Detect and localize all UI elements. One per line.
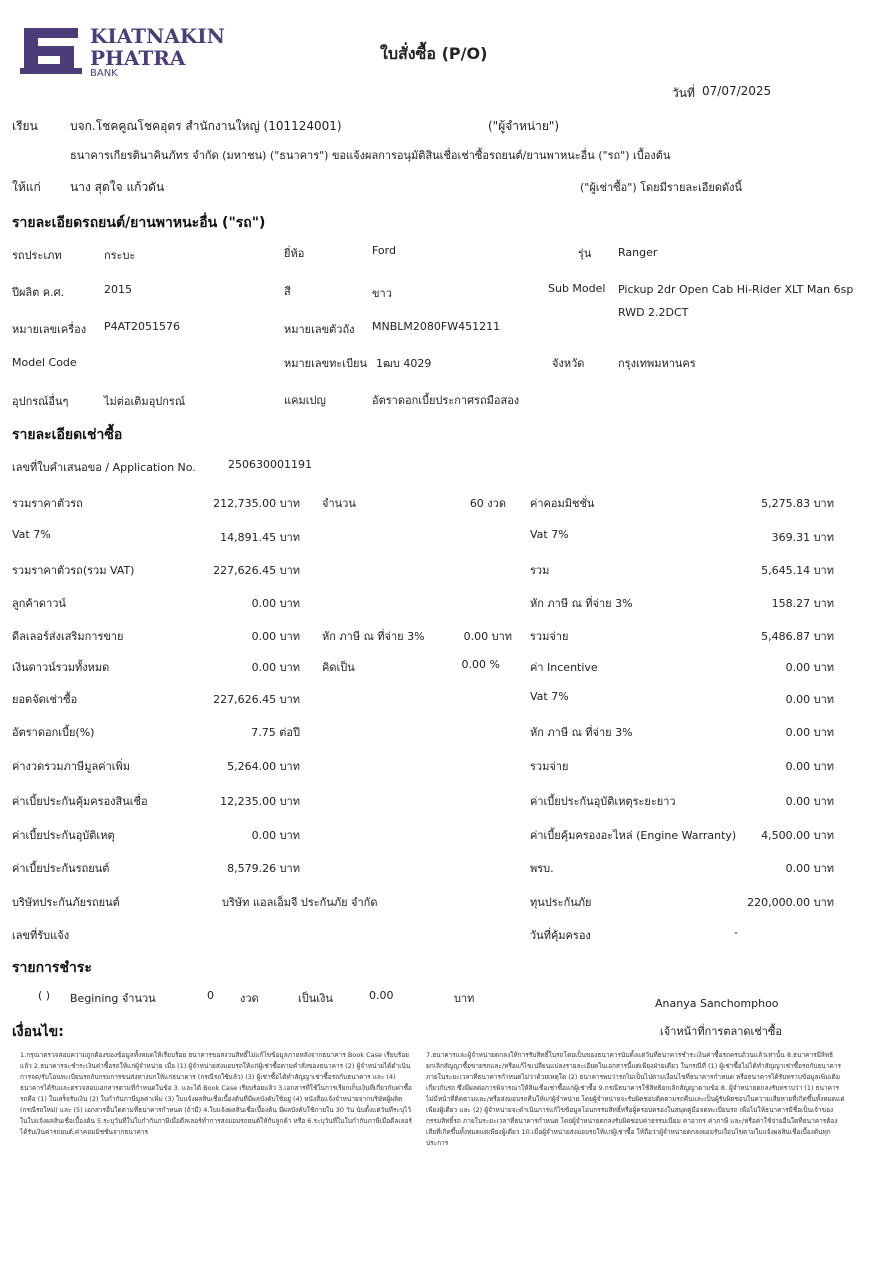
lease-left-value: 5,264.00 บาท (227, 760, 300, 773)
logo-line3: BANK (90, 68, 118, 79)
application-value: 250630001191 (228, 458, 312, 471)
bank-logo-mark (20, 24, 82, 78)
brand-value: Ford (372, 244, 396, 257)
logo-line1: KIATNAKIN (90, 24, 225, 48)
sum-insured-value: 220,000.00 บาท (747, 896, 834, 909)
begin-unit: งวด (240, 992, 259, 1005)
lease-left-label: เงินดาวน์รวมทั้งหมด (12, 661, 110, 674)
lease-left-value: 8,579.26 บาท (227, 862, 300, 875)
coverage-label: วันที่คุ้มครอง (530, 929, 591, 942)
lease-right-label: Vat 7% (530, 528, 569, 541)
lease-right-value: 5,275.83 บาท (761, 497, 834, 510)
lease-left-label: รวมราคาตัวรถ(รวม VAT) (12, 564, 135, 577)
province-label: จังหวัด (552, 357, 585, 370)
lease-right-label: หัก ภาษี ณ ที่จ่าย 3% (530, 597, 633, 610)
conditions-heading: เงื่อนไข: (12, 1024, 64, 1040)
to-label: เรียน (12, 119, 38, 133)
lease-right-label: รวม (530, 564, 550, 577)
customer-value: นาง สุดใจ แก้วดัน (70, 180, 165, 194)
payment-checkbox[interactable]: ( ) (38, 989, 51, 1002)
type-label: รถประเภท (12, 249, 62, 262)
page-title: ใบสั่งซื้อ (P/O) (380, 44, 488, 63)
chassis-label: หมายเลขตัวถัง (284, 323, 355, 336)
lease-left-value: 0.00 บาท (251, 630, 300, 643)
submodel-line2: RWD 2.2DCT (618, 306, 689, 319)
submodel-label: Sub Model (548, 282, 606, 295)
customer-role: ("ผู้เช่าซื้อ") โดยมีรายละเอียดดังนี้ (580, 181, 743, 194)
lease-right-value: 0.00 บาท (785, 661, 834, 674)
application-label: เลขที่ใบคำเสนอขอ / Application No. (12, 461, 196, 474)
lease-right-label: ค่า Incentive (530, 661, 598, 674)
payment-heading: รายการชำระ (12, 960, 92, 976)
lease-right-value: 369.31 บาท (771, 531, 834, 544)
province-value: กรุงเทพมหานคร (618, 357, 696, 370)
conditions-right: 7.ธนาคารและผู้จำหน่ายตกลงให้การรับสิทธิ์ในรถโดยเป็นของธนาคารนับตั้งแต่วันที่ธนาคารชำระเงินค่าซื้อรถครบถ้วนแล้วเท่านั้น 8.ธนาคารมีสิทธิยกเลิกสัญญาซื้อขายรถและ/หรือแก้ไขเปลี่ยนแปลงรายละเอียดในเอกสารนี้แต่เพียงฝ่ายเดียว ในกรณีที่ (1) ผู้เช่าซื้อไม่ได้ทำสัญญาเช่าซื้อรถกับธนาคารภายในระยะเวลาที่ธนาคารกำหนดไม่ว่าด้วยเหตุใด (2) ธนาคารพบว่ารถไม่เป็นไปตามเงื่อนไขที่ธนาคารกำหนด หรือธนาคารได้รับทราบข้อมูลเพิ่มเติมเกี่ยวกับรถ ซึ่งมีผลต่อการพิจารณาให้สินเชื่อเช่าซื้อแก่ผู้เช่าซื้อ 9.กรณีธนาคารใช้สิทธิยกเลิกสัญญาตามข้อ 8. ผู้จำหน่ายตกลงรับทราบว่า (1) ธนาคารไม่มีหน้าที่ติดตามและ/หรือส่งมอบรถคืนให้แก่ผู้จำหน่าย โดยผู้จำหน่ายจะรับผิดชอบติดตามรถคืนและเป็นผู้รับผิดชอบในความเสียหายที่เกิดขึ้นทั้งหมดแต่เพียงผู้เดียว และ (2) ผู้จำหน่ายจะดำเนินการแก้ไขข้อมูลโอนกรรมสิทธิ์หรือผู้ครอบครองในสมุดคู่มือจดทะเบียนรถ เพื่อไม่ให้ธนาคารมีชื่อเป็นเจ้าของกรรมสิทธิ์รถ ภายในระยะเวลาที่ธนาคารกำหนด โดยผู้จำหน่ายตกลงรับผิดชอบค่าธรรมเนียม ค่าอากร ค่าภาษี และ/หรือค่าใช้จ่ายอื่นใดที่ธนาคารต้องเสียที่เกิดขึ้นทั้งหมดแต่เพียงผู้เดียว 10.เมื่อผู้จำหน่ายส่งมอบรถให้แก่ผู้เช่าซื้อ ให้ถือว่าผู้จำหน่ายตกลงยอมรับเงื่อนไขตามใบแจ้งผลสินเชื่อเบื้องต้นทุกประการ (426, 1051, 845, 1147)
vehicle-heading: รายละเอียดรถยนต์/ยานพาหนะอื่น ("รถ") (12, 215, 266, 231)
plate-label: หมายเลขทะเบียน (284, 357, 368, 370)
lease-right-label: พรบ. (530, 862, 554, 875)
date-label: วันที่ (672, 86, 695, 100)
model-label: รุ่น (578, 247, 592, 260)
lease-left-value: 7.75 ต่อปี (251, 726, 300, 739)
lease-left-value: 0.00 บาท (251, 661, 300, 674)
engine-label: หมายเลขเครื่อง (12, 323, 87, 336)
brand-label: ยี่ห้อ (284, 247, 305, 260)
campaign-label: แคมเปญ (284, 394, 326, 407)
accessory-value: ไม่ต่อเติมอุปกรณ์ (104, 395, 186, 408)
insurer-label: บริษัทประกันภัยรถยนต์ (12, 896, 120, 909)
lease-left-label: รวมราคาตัวรถ (12, 497, 83, 510)
calc-label: คิดเป็น (322, 661, 355, 674)
lease-right-value: 158.27 บาท (771, 597, 834, 610)
engine-value: P4AT2051576 (104, 320, 181, 333)
lease-right-label: รวมจ่าย (530, 760, 569, 773)
term-value: 60 งวด (469, 497, 506, 510)
lease-right-value: 0.00 บาท (785, 693, 834, 706)
lease-right-value: 0.00 บาท (785, 726, 834, 739)
to-role: ("ผู้จำหน่าย") (488, 119, 560, 133)
term-label: จำนวน (322, 497, 356, 510)
modelcode-label: Model Code (12, 356, 77, 369)
lease-right-label: ค่าคอมมิชชั่น (530, 497, 595, 510)
lease-right-value: 0.00 บาท (785, 862, 834, 875)
amount-currency: บาท (454, 992, 475, 1005)
lease-left-label: ดีลเลอร์ส่งเสริมการขาย (12, 630, 124, 643)
date-value: 07/07/2025 (702, 84, 772, 98)
lease-right-label: หัก ภาษี ณ ที่จ่าย 3% (530, 726, 633, 739)
lease-left-label: ค่าเบี้ยประกันคุ้มครองสินเชื่อ (12, 795, 148, 808)
wht-value: 0.00 บาท (463, 630, 512, 643)
insurer-value: บริษัท แอลเอ็มจี ประกันภัย จำกัด (222, 896, 378, 909)
lease-right-value: 0.00 บาท (785, 760, 834, 773)
lease-left-value: 0.00 บาท (251, 597, 300, 610)
lease-right-label: Vat 7% (530, 690, 569, 703)
wht-label: หัก ภาษี ณ ที่จ่าย 3% (322, 630, 425, 643)
lease-left-label: ค่างวดรวมภาษีมูลค่าเพิ่ม (12, 760, 131, 773)
officer-name: Ananya Sanchomphoo (655, 997, 779, 1010)
lease-left-label: Vat 7% (12, 528, 51, 541)
type-value: กระบะ (104, 249, 136, 262)
customer-label: ให้แก่ (12, 180, 41, 194)
sum-insured-label: ทุนประกันภัย (530, 896, 592, 909)
amount-label: เป็นเงิน (298, 992, 333, 1005)
color-label: สี (284, 285, 291, 298)
begin-qty: 0 (207, 989, 214, 1002)
amount-value: 0.00 (369, 989, 394, 1002)
to-value: บจก.โชคคูณโชคอุดร สำนักงานใหญ่ (101124001) (70, 119, 342, 133)
lease-left-label: ลูกค้าดาวน์ (12, 597, 66, 610)
notice-label: เลขที่รับแจ้ง (12, 929, 70, 942)
lease-right-label: รวมจ่าย (530, 630, 569, 643)
lease-right-label: ค่าเบี้ยประกันอุบัติเหตุระยะยาว (530, 795, 676, 808)
accessory-label: อุปกรณ์อื่นๆ (12, 395, 69, 408)
color-value: ขาว (372, 287, 392, 300)
lease-left-label: ยอดจัดเช่าซื้อ (12, 693, 78, 706)
lease-left-value: 227,626.45 บาท (213, 564, 300, 577)
lease-heading: รายละเอียดเช่าซื้อ (12, 427, 123, 443)
bank-logo (20, 22, 225, 80)
lease-left-label: ค่าเบี้ยประกันรถยนต์ (12, 862, 110, 875)
lease-right-value: 0.00 บาท (785, 795, 834, 808)
lease-right-label: ค่าเบี้ยคุ้มครองอะไหล่ (Engine Warranty) (530, 829, 737, 842)
chassis-value: MNBLM2080FW451211 (372, 320, 501, 333)
lease-left-value: 14,891.45 บาท (220, 531, 300, 544)
lease-left-value: 227,626.45 บาท (213, 693, 300, 706)
lease-left-label: ค่าเบี้ยประกันอุบัติเหตุ (12, 829, 115, 842)
lease-left-value: 0.00 บาท (251, 829, 300, 842)
intro-text: ธนาคารเกียรตินาคินภัทร จำกัด (มหาชน) ("ธนาคาร") ขอแจ้งผลการอนุมัติสินเชื่อเช่าซื้อรถยนต์/ยานพาหนะอื่น ("รถ") เบื้องต้น (70, 149, 671, 162)
coverage-value: - (734, 926, 738, 939)
lease-right-value: 5,486.87 บาท (761, 630, 834, 643)
plate-value: 1ฒบ 4029 (376, 357, 432, 370)
submodel-line1: Pickup 2dr Open Cab Hi-Rider XLT Man 6sp (618, 283, 854, 296)
begin-label: Begining จำนวน (70, 992, 156, 1005)
year-label: ปีผลิต ค.ศ. (12, 286, 65, 299)
lease-left-value: 12,235.00 บาท (220, 795, 300, 808)
year-value: 2015 (104, 283, 132, 296)
calc-value: 0.00 % (461, 658, 500, 671)
lease-right-value: 4,500.00 บาท (761, 829, 834, 842)
officer-title: เจ้าหน้าที่การตลาดเช่าซื้อ (660, 1025, 783, 1038)
conditions-left: 1.กรุณาตรวจสอบความถูกต้องของข้อมูลทั้งหมดให้เรียบร้อย ธนาคารขอสงวนสิทธิ์ไม่แก้ไขข้อมูลภายหลังจากธนาคาร Book Case เรียบร้อยแล้ว 2.ธนาคารจะชำระเงินค่าซื้อรถให้แก่ผู้จำหน่าย เมื่อ (1) ผู้จำหน่ายส่งมอบรถให้แก่ผู้เช่าซื้อตามคำสั่งของธนาคาร (2) ผู้จำหน่ายได้ดำเนินการจด/รับโอนทะเบียนรถกับกรมการขนส่งทางบกให้แก่ธนาคาร (กรณีรถใช้แล้ว) (3) ผู้เช่าซื้อได้ทำสัญญาเช่าซื้อรถกับธนาคาร และ (4) ธนาคารได้รับและตรวจสอบเอกสารตามที่กำหนดในข้อ 3. และได้ Book Case เรียบร้อยแล้ว 3.เอกสารที่ใช้ในการเรียกเก็บเงินที่เกี่ยวกับค่าซื้อรถคือ (1) ใบเสร็จรับเงิน (2) ใบกำกับภาษีมูลค่าเพิ่ม (3) ใบแจ้งผลสินเชื่อเบื้องต้นที่มีผลบังคับใช้อยู่ (4) หนังสือแจ้งจำหน่ายจากบริษัทผู้ผลิต (กรณีรถใหม่) และ (5) เอกสารอื่นใดตามที่ธนาคารกำหนด (ถ้ามี) 4.ใบแจ้งผลสินเชื่อเบื้องต้น มีผลบังคับใช้ภายใน 30 วัน นับตั้งแต่วันที่ระบุไว้ในใบแจ้งผลสินเชื่อเบื้องต้น 5.ระบุวันที่ในใบกำกับภาษีเมื่อดีลเลอร์ทำการส่งมอบรถยนต์ให้กับลูกค้า หรือ 6.ระบุวันที่ในใบกำกับภาษีเมื่อดีลเลอร์ได้รับเงินค่ารถยนต์,ค่าคอมมิชชั่นจากธนาคาร (20, 1051, 412, 1136)
lease-right-value: 5,645.14 บาท (761, 564, 834, 577)
campaign-value: อัตราดอกเบี้ยประกาศรถมือสอง (372, 394, 520, 407)
model-value: Ranger (618, 246, 658, 259)
lease-left-label: อัตราดอกเบี้ย(%) (12, 726, 95, 739)
lease-left-value: 212,735.00 บาท (213, 497, 300, 510)
logo-line2: PHATRA (90, 46, 186, 70)
